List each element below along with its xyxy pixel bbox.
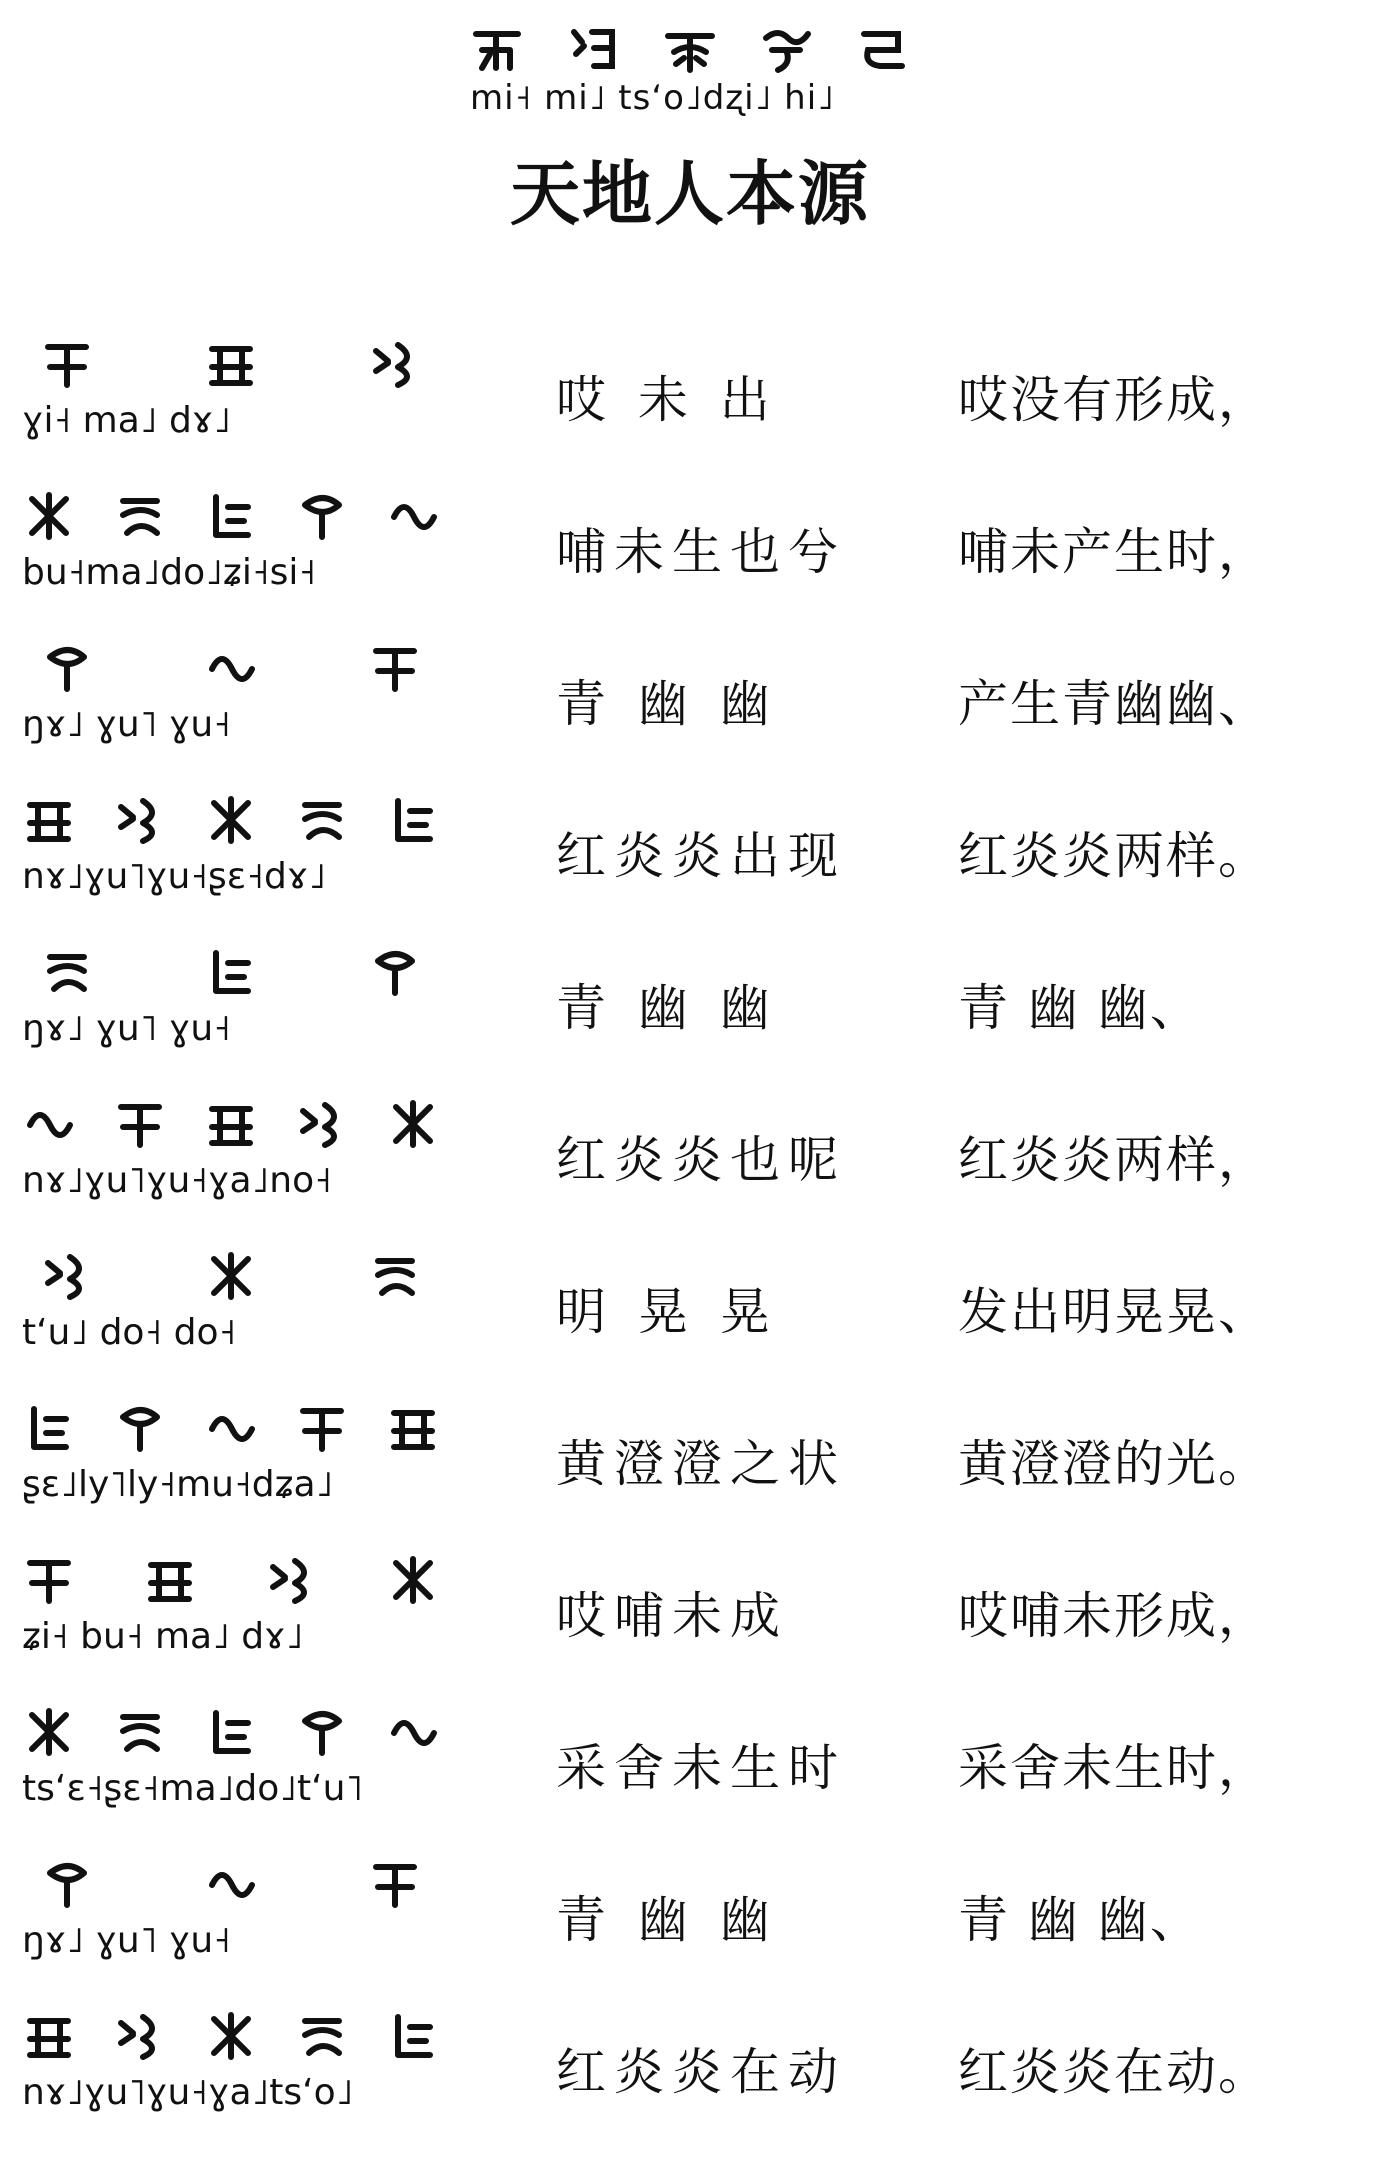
phonetic-transcription: tʻu˩ do˧ do˧ [22,1312,237,1353]
yi-glyph-group [22,1850,442,1916]
phonetic-transcription: ʑi˧ bu˧ ma˩ dɤ˩ [22,1616,304,1657]
yi-glyph-icon [204,1857,260,1909]
yi-glyph-icon [368,641,424,693]
yi-glyph-icon [40,337,96,389]
phonetic-transcription: tsʻɛ˧ʂɛ˧ma˩do˩tʻu˥ [22,1768,364,1809]
yi-glyph-icon [22,793,78,845]
yi-glyph-icon [662,24,718,76]
verse-row [0,1546,1379,1698]
yi-glyph-group [22,1546,442,1612]
modern-translation: 哎没有形成， [958,371,1270,429]
yi-glyph-group [22,482,442,548]
phonetic-transcription: nɤ˩ɣu˥ɣu˧ɣa˩no˧ [22,1160,332,1201]
yi-script-line [22,1698,442,1828]
yi-glyph-group [22,2002,442,2068]
yi-glyph-icon [854,24,910,76]
modern-translation: 哎哺未形成， [958,1587,1270,1645]
phonetic-transcription: nɤ˩ɣu˥ɣu˧ɣa˩tsʻo˩ [22,2072,354,2113]
yi-glyph-group [22,786,442,852]
verse-row [0,786,1379,938]
classical-translation: 哎哺未成 [556,1587,788,1645]
classical-translation: 黄澄澄之状 [556,1435,846,1493]
yi-script-line [22,938,442,1068]
classical-translation: 青 幽 幽 [556,1891,778,1949]
verse-row [0,2002,1379,2154]
yi-script-line [22,786,442,916]
phonetic-transcription: bu˧ma˩do˩ʑi˧si˧ [22,552,317,593]
yi-glyph-icon [22,1705,78,1757]
yi-glyph-group [22,330,442,396]
yi-glyph-icon [295,793,351,845]
yi-glyph-icon [204,641,260,693]
yi-glyph-icon [470,24,526,76]
modern-translation: 产生青幽幽、 [958,675,1270,733]
yi-script-line [22,1546,442,1676]
phonetic-transcription: ŋɤ˩ ɣu˥ ɣu˧ [22,1920,231,1961]
verse-row [0,938,1379,1090]
modern-translation: 青 幽 幽、 [958,1891,1202,1949]
yi-glyph-icon [22,1553,78,1605]
verse-row [0,1242,1379,1394]
classical-translation: 哎 未 出 [556,371,778,429]
yi-script-line [22,1090,442,1220]
yi-glyph-icon [295,1097,351,1149]
yi-glyph-icon [368,1249,424,1301]
yi-glyph-icon [40,945,96,997]
phonetic-transcription: ɣi˧ ma˩ dɤ˩ [22,400,232,441]
yi-glyph-icon [758,24,814,76]
modern-translation: 黄澄澄的光。 [958,1435,1270,1493]
yi-glyph-icon [113,793,169,845]
yi-glyph-group [22,634,442,700]
yi-glyph-icon [295,2009,351,2061]
yi-glyph-icon [368,945,424,997]
yi-glyph-icon [204,1401,260,1453]
yi-glyph-group [22,1242,442,1308]
yi-script-line [22,2002,442,2132]
classical-translation: 红炎炎也呢 [556,1131,846,1189]
phonetic-transcription: nɤ˩ɣu˥ɣu˧ʂɛ˧dɤ˩ [22,856,327,897]
yi-glyph-icon [295,1705,351,1757]
yi-glyph-icon [143,1553,199,1605]
classical-translation: 明 晃 晃 [556,1283,778,1341]
yi-glyph-icon [295,489,351,541]
yi-glyph-icon [368,337,424,389]
yi-glyph-icon [22,2009,78,2061]
yi-glyph-group [22,1090,442,1156]
yi-glyph-icon [40,641,96,693]
yi-glyph-icon [40,1857,96,1909]
yi-glyph-icon [386,1097,442,1149]
yi-glyph-icon [386,793,442,845]
verse-row [0,330,1379,482]
classical-translation: 青 幽 幽 [556,675,778,733]
yi-glyph-icon [204,2009,260,2061]
yi-glyph-icon [113,489,169,541]
classical-translation: 哺未生也兮 [556,523,846,581]
page-title: 天地人本源 [510,152,870,235]
yi-glyph-icon [295,1401,351,1453]
verse-row [0,634,1379,786]
yi-script-line [22,1850,442,1980]
modern-translation: 青 幽 幽、 [958,979,1202,1037]
yi-glyph-icon [386,2009,442,2061]
yi-script-line [22,330,442,460]
yi-script-line [22,482,442,612]
yi-glyph-icon [386,489,442,541]
verse-row [0,1698,1379,1850]
phonetic-transcription: ʂɛ˩ly˥ly˧mu˧dʑa˩ [22,1464,334,1505]
yi-glyph-icon [368,1857,424,1909]
yi-glyph-group [22,1394,442,1460]
modern-translation: 发出明晃晃、 [958,1283,1270,1341]
yi-script-line [22,1394,442,1524]
yi-glyph-icon [386,1553,442,1605]
yi-glyph-group [22,938,442,1004]
yi-glyph-icon [204,1705,260,1757]
modern-translation: 红炎炎两样。 [958,827,1270,885]
title-phonetic: mi˧ mi˩ tsʻo˩dʐi˩ hi˩ [470,78,835,118]
yi-glyph-icon [204,1249,260,1301]
modern-translation: 红炎炎在动。 [958,2043,1270,2101]
yi-glyph-group [22,1698,442,1764]
yi-glyph-icon [204,489,260,541]
verse-row [0,1090,1379,1242]
yi-glyph-icon [22,1401,78,1453]
yi-glyph-icon [113,1705,169,1757]
modern-translation: 红炎炎两样， [958,1131,1270,1189]
yi-glyph-icon [204,945,260,997]
verse-row [0,1394,1379,1546]
yi-glyph-icon [386,1705,442,1757]
yi-glyph-icon [265,1553,321,1605]
phonetic-transcription: ŋɤ˩ ɣu˥ ɣu˧ [22,704,231,745]
yi-script-line [22,634,442,764]
modern-translation: 采舍未生时， [958,1739,1270,1797]
classical-translation: 采舍未生时 [556,1739,846,1797]
yi-glyph-icon [113,2009,169,2061]
yi-script-title [470,20,910,80]
yi-glyph-icon [113,1097,169,1149]
classical-translation: 红炎炎在动 [556,2043,846,2101]
yi-glyph-icon [204,337,260,389]
verse-row [0,1850,1379,2002]
yi-script-line [22,1242,442,1372]
yi-glyph-icon [113,1401,169,1453]
yi-glyph-icon [22,489,78,541]
yi-glyph-icon [22,1097,78,1149]
page-header [0,0,1379,260]
yi-glyph-icon [566,24,622,76]
classical-translation: 青 幽 幽 [556,979,778,1037]
modern-translation: 哺未产生时， [958,523,1270,581]
verse-row [0,482,1379,634]
classical-translation: 红炎炎出现 [556,827,846,885]
yi-glyph-icon [386,1401,442,1453]
yi-glyph-icon [204,793,260,845]
yi-glyph-icon [40,1249,96,1301]
yi-glyph-icon [204,1097,260,1149]
phonetic-transcription: ŋɤ˩ ɣu˥ ɣu˧ [22,1008,231,1049]
